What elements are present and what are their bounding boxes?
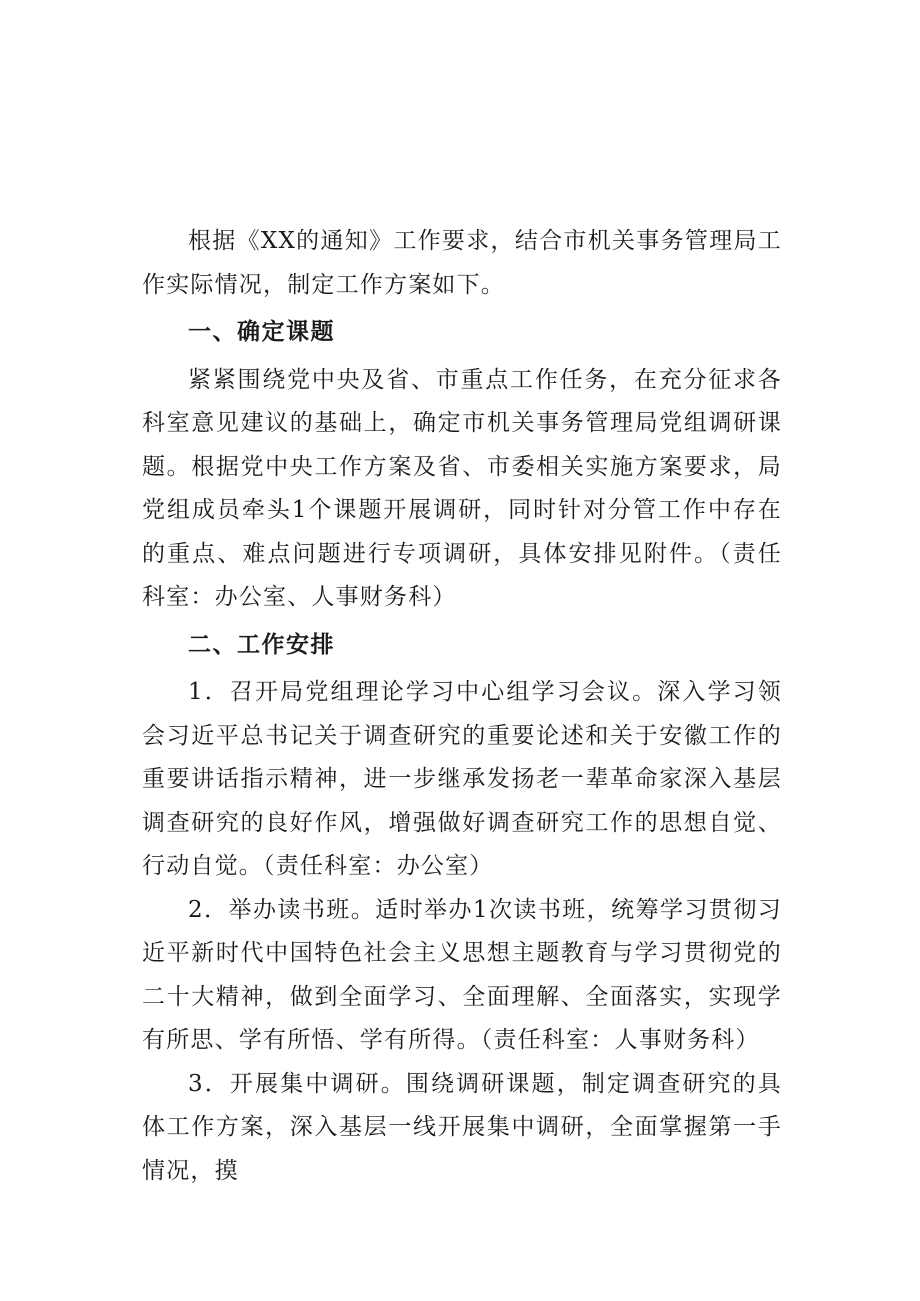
section-heading-1: 一、确定课题: [188, 319, 335, 345]
work-item-3: 3．开展集中调研。围绕调研课题，制定调查研究的具体工作方案，深入基层一线开展集中调研，全面掌握第一手情况，摸: [142, 1070, 782, 1184]
intro-paragraph: 根据《XX的通知》工作要求，结合市机关事务管理局工作实际情况，制定工作方案如下。: [142, 228, 782, 298]
work-item-1: 1．召开局党组理论学习中心组学习会议。深入学习领会习近平总书记关于调查研究的重要论述和关于安徽工作的重要讲话指示精神，进一步继承发扬老一辈革命家深入基层调查研究的良好作风，增强做好调查研究工作的思想自觉、行动自觉。（责任科室：办公室）: [142, 679, 782, 879]
document-body: [142, 220, 782, 1193]
section-heading-2: 二、工作安排: [188, 631, 335, 658]
section-1-paragraph: 紧紧围绕党中央及省、市重点工作任务，在充分征求各科室意见建议的基础上，确定市机关事务管理局党组调研课题。根据党中央工作方案及省、市委相关实施方案要求，局党组成员牵头1个课题开展调研，同时针对分管工作中存在的重点、难点问题进行专项调研，具体安排见附件。（责任科室：办公室、人事财务科）: [142, 366, 782, 610]
work-item-2: 2．举办读书班。适时举办1次读书班，统筹学习贯彻习近平新时代中国特色社会主义思想主题教育与学习贯彻党的二十大精神，做到全面学习、全面理解、全面落实，实现学有所思、学有所悟、学有所得。（责任科室：人事财务科）: [142, 896, 782, 1053]
